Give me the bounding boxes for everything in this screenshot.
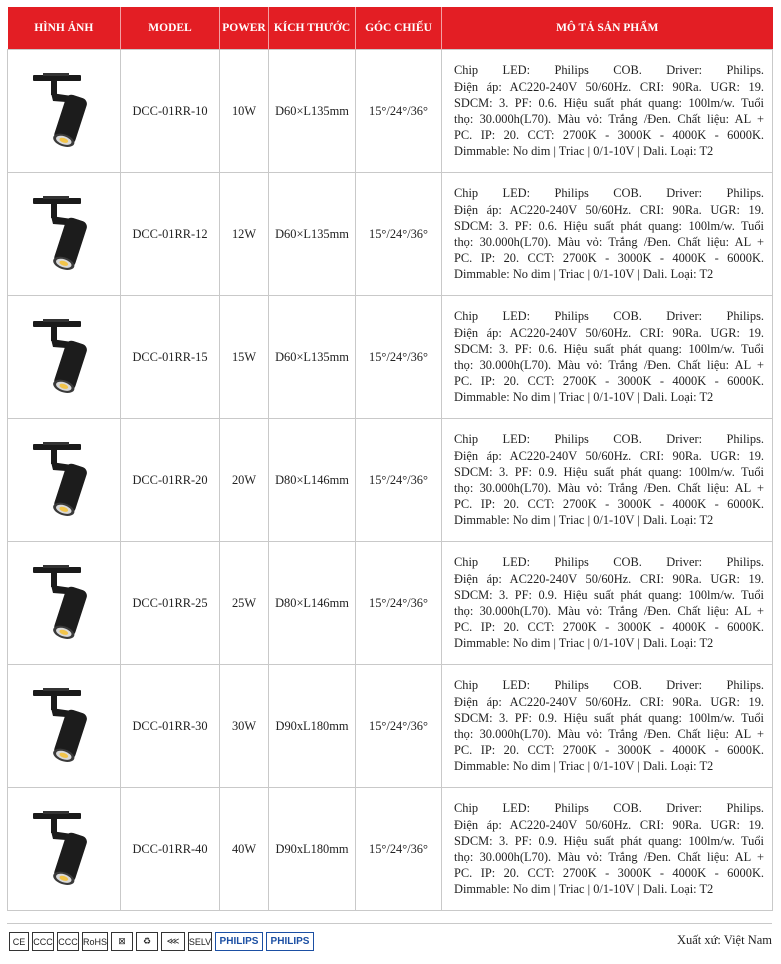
description-cell <box>442 665 773 788</box>
description-cell <box>442 788 773 911</box>
product-image-cell <box>8 173 121 296</box>
description-line: PC. IP: 20. CCT: 2700K - 3000K - 4000K - 6000K. <box>454 497 764 512</box>
description-line: Điện áp: AC220-240V 50/60Hz. CRI: 90Ra. UGR: 19. <box>454 79 764 94</box>
description-line: SDCM: 3. PF: 0.6. Hiệu suất phát quang: 100lm/w. Tuổi <box>454 95 764 110</box>
rohs-mark: RoHS <box>82 932 108 951</box>
description-line: Điện áp: AC220-240V 50/60Hz. CRI: 90Ra. UGR: 19. <box>454 817 764 832</box>
angle-cell: 15°/24°/36° <box>356 173 442 296</box>
angle-cell: 15°/24°/36° <box>356 542 442 665</box>
philips-logo-2: PHILIPS <box>266 932 314 951</box>
table-row <box>8 296 773 419</box>
description-line: Chip LED: Philips COB. Driver: Philips. <box>454 186 764 201</box>
description-line: PC. IP: 20. CCT: 2700K - 3000K - 4000K - 6000K. <box>454 866 764 881</box>
description-line: SDCM: 3. PF: 0.9. Hiệu suất phát quang: 100lm/w. Tuổi <box>454 587 764 602</box>
table-row <box>8 173 773 296</box>
header-model: MODEL <box>121 7 220 50</box>
size-cell: D90xL180mm <box>269 788 356 911</box>
ccc-mark-2: CCC <box>57 932 79 951</box>
size-cell: D90xL180mm <box>269 665 356 788</box>
description-line: Dimmable: No dim | Triac | 0/1-10V | Dali. Loại: T2 <box>454 513 714 528</box>
description-line: thọ: 30.000h(L70). Màu vỏ: Trắng /Đen. Chất liệu: AL + <box>454 604 764 618</box>
angle-cell: 15°/24°/36° <box>356 419 442 542</box>
description-line: Dimmable: No dim | Triac | 0/1-10V | Dali. Loại: T2 <box>454 267 714 282</box>
description-line: Chip LED: Philips COB. Driver: Philips. <box>454 678 764 693</box>
track-light-icon <box>29 440 99 520</box>
description-line: SDCM: 3. PF: 0.9. Hiệu suất phát quang: 100lm/w. Tuổi <box>454 464 764 479</box>
power-cell: 20W <box>220 419 269 542</box>
description-line: SDCM: 3. PF: 0.6. Hiệu suất phát quang: 100lm/w. Tuổi <box>454 218 764 233</box>
header-size: KÍCH THƯỚC <box>269 7 356 50</box>
header-angle: GÓC CHIẾU <box>356 7 442 50</box>
power-cell: 12W <box>220 173 269 296</box>
power-cell: 15W <box>220 296 269 419</box>
description-line: thọ: 30.000h(L70). Màu vỏ: Trắng /Đen. Chất liệu: AL + <box>454 481 764 495</box>
track-light-icon <box>29 317 99 397</box>
description-line: thọ: 30.000h(L70). Màu vỏ: Trắng /Đen. Chất liệu: AL + <box>454 358 764 372</box>
description-line: SDCM: 3. PF: 0.9. Hiệu suất phát quang: 100lm/w. Tuổi <box>454 710 764 725</box>
size-cell: D80×L146mm <box>269 419 356 542</box>
description-line: Chip LED: Philips COB. Driver: Philips. <box>454 555 764 570</box>
model-cell: DCC-01RR-40 <box>121 788 220 911</box>
description-line: thọ: 30.000h(L70). Màu vỏ: Trắng /Đen. Chất liệu: AL + <box>454 850 764 864</box>
description-line: thọ: 30.000h(L70). Màu vỏ: Trắng /Đen. Chất liệu: AL + <box>454 235 764 249</box>
track-light-icon <box>29 563 99 643</box>
description-line: Dimmable: No dim | Triac | 0/1-10V | Dali. Loại: T2 <box>454 144 714 159</box>
description-line: Điện áp: AC220-240V 50/60Hz. CRI: 90Ra. UGR: 19. <box>454 448 764 463</box>
description-line: SDCM: 3. PF: 0.6. Hiệu suất phát quang: 100lm/w. Tuổi <box>454 341 764 356</box>
description-line: Điện áp: AC220-240V 50/60Hz. CRI: 90Ra. UGR: 19. <box>454 571 764 586</box>
model-cell: DCC-01RR-25 <box>121 542 220 665</box>
angle-cell: 15°/24°/36° <box>356 50 442 173</box>
table-row <box>8 665 773 788</box>
header-image: HÌNH ẢNH <box>8 7 121 50</box>
track-light-icon <box>29 71 99 151</box>
description-line: PC. IP: 20. CCT: 2700K - 3000K - 4000K - 6000K. <box>454 251 764 266</box>
model-cell: DCC-01RR-12 <box>121 173 220 296</box>
description-line: PC. IP: 20. CCT: 2700K - 3000K - 4000K - 6000K. <box>454 620 764 635</box>
description-line: Chip LED: Philips COB. Driver: Philips. <box>454 801 764 816</box>
description-cell <box>442 50 773 173</box>
power-cell: 10W <box>220 50 269 173</box>
description-line: PC. IP: 20. CCT: 2700K - 3000K - 4000K - 6000K. <box>454 374 764 389</box>
description-line: Dimmable: No dim | Triac | 0/1-10V | Dali. Loại: T2 <box>454 390 714 405</box>
selv-mark: SELV <box>188 932 212 951</box>
table-row <box>8 542 773 665</box>
power-cell: 25W <box>220 542 269 665</box>
table-header-row <box>8 7 773 50</box>
header-description: MÔ TẢ SẢN PHẨM <box>442 7 773 50</box>
description-line: SDCM: 3. PF: 0.9. Hiệu suất phát quang: 100lm/w. Tuổi <box>454 833 764 848</box>
description-line: Chip LED: Philips COB. Driver: Philips. <box>454 63 764 78</box>
footer <box>7 923 772 954</box>
power-cell: 30W <box>220 665 269 788</box>
origin-label: Xuất xứ: Việt Nam <box>676 933 772 947</box>
table-row <box>8 50 773 173</box>
product-image-cell <box>8 419 121 542</box>
product-image-cell <box>8 665 121 788</box>
header-power: POWER <box>220 7 269 50</box>
description-cell <box>442 296 773 419</box>
ce-mark: CE <box>9 932 29 951</box>
size-cell: D60×L135mm <box>269 296 356 419</box>
angle-cell: 15°/24°/36° <box>356 296 442 419</box>
table-row <box>8 419 773 542</box>
power-cell: 40W <box>220 788 269 911</box>
angle-cell: 15°/24°/36° <box>356 665 442 788</box>
product-image-cell <box>8 542 121 665</box>
description-cell <box>442 542 773 665</box>
product-spec-table <box>7 7 773 911</box>
model-cell: DCC-01RR-10 <box>121 50 220 173</box>
size-cell: D80×L146mm <box>269 542 356 665</box>
size-cell: D60×L135mm <box>269 50 356 173</box>
description-line: Dimmable: No dim | Triac | 0/1-10V | Dali. Loại: T2 <box>454 882 714 897</box>
model-cell: DCC-01RR-20 <box>121 419 220 542</box>
track-light-icon <box>29 686 99 766</box>
description-line: PC. IP: 20. CCT: 2700K - 3000K - 4000K - 6000K. <box>454 743 764 758</box>
angle-cell: 15°/24°/36° <box>356 788 442 911</box>
philips-logo-1: PHILIPS <box>215 932 263 951</box>
description-line: thọ: 30.000h(L70). Màu vỏ: Trắng /Đen. Chất liệu: AL + <box>454 112 764 126</box>
weee-bin-icon: ⊠ <box>111 932 133 951</box>
description-line: Dimmable: No dim | Triac | 0/1-10V | Dali. Loại: T2 <box>454 636 714 651</box>
description-cell <box>442 419 773 542</box>
saa-mark: ⋘ <box>161 932 185 951</box>
track-light-icon <box>29 809 99 889</box>
certification-marks <box>9 932 314 951</box>
description-line: Điện áp: AC220-240V 50/60Hz. CRI: 90Ra. UGR: 19. <box>454 325 764 340</box>
description-line: Chip LED: Philips COB. Driver: Philips. <box>454 432 764 447</box>
product-image-cell <box>8 788 121 911</box>
description-line: Dimmable: No dim | Triac | 0/1-10V | Dali. Loại: T2 <box>454 759 714 774</box>
description-line: Điện áp: AC220-240V 50/60Hz. CRI: 90Ra. UGR: 19. <box>454 694 764 709</box>
track-light-icon <box>29 194 99 274</box>
description-line: Điện áp: AC220-240V 50/60Hz. CRI: 90Ra. UGR: 19. <box>454 202 764 217</box>
product-image-cell <box>8 50 121 173</box>
description-line: PC. IP: 20. CCT: 2700K - 3000K - 4000K - 6000K. <box>454 128 764 143</box>
description-line: Chip LED: Philips COB. Driver: Philips. <box>454 309 764 324</box>
size-cell: D60×L135mm <box>269 173 356 296</box>
model-cell: DCC-01RR-30 <box>121 665 220 788</box>
ccc-mark: CCC <box>32 932 54 951</box>
product-image-cell <box>8 296 121 419</box>
description-cell <box>442 173 773 296</box>
description-line: thọ: 30.000h(L70). Màu vỏ: Trắng /Đen. Chất liệu: AL + <box>454 727 764 741</box>
recycle-icon: ♻ <box>136 932 158 951</box>
model-cell: DCC-01RR-15 <box>121 296 220 419</box>
table-row <box>8 788 773 911</box>
